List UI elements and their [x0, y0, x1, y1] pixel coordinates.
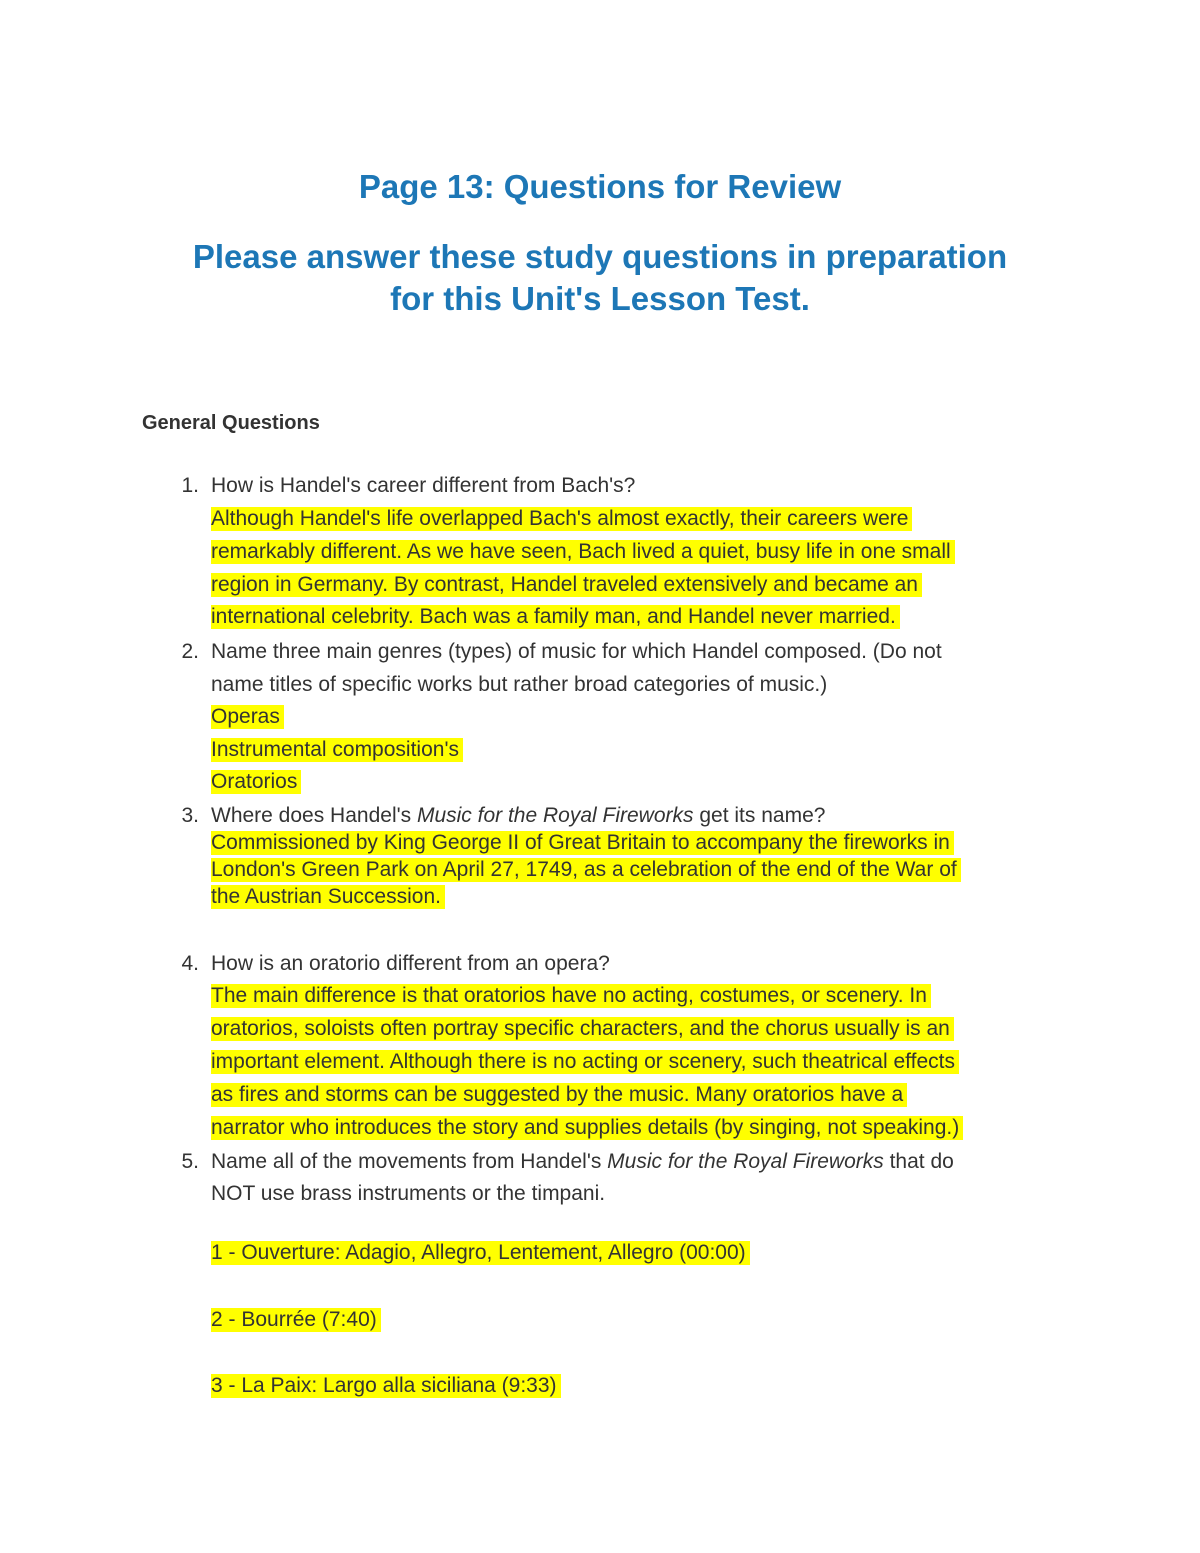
subtitle-line: for this Unit's Lesson Test. [390, 280, 810, 317]
answer-line: Instrumental composition's [211, 738, 463, 762]
section-heading: General Questions [142, 412, 320, 434]
question-text-part: Where does Handel's [211, 804, 417, 827]
question-text [211, 804, 825, 828]
page-subtitle [0, 236, 1200, 320]
question-text [211, 1150, 954, 1174]
question-number: 2. [181, 640, 199, 663]
answer-line: as fires and storms can be suggested by the music. Many oratorios have a [211, 1083, 907, 1107]
question-text-part: that do [883, 1150, 954, 1173]
answer-line: 1 - Ouverture: Adagio, Allegro, Lentement, Allegro (00:00) [211, 1241, 750, 1265]
question-number: 3. [181, 804, 199, 827]
answer-line: Although Handel's life overlapped Bach's almost exactly, their careers were [211, 507, 912, 531]
question-text: Name three main genres (types) of music for which Handel composed. (Do not [211, 640, 942, 663]
answer-line: Oratorios [211, 770, 301, 794]
question-text: How is an oratorio different from an opera? [211, 952, 610, 975]
question-number: 1. [181, 474, 199, 497]
question-text: How is Handel's career different from Bach's? [211, 474, 636, 497]
answer-line: The main difference is that oratorios have no acting, costumes, or scenery. In [211, 984, 931, 1008]
question-text: name titles of specific works but rather broad categories of music.) [211, 673, 828, 696]
answer-line: remarkably different. As we have seen, Bach lived a quiet, busy life in one small [211, 540, 955, 564]
answer-line: Operas [211, 705, 284, 729]
answer-line: oratorios, soloists often portray specific characters, and the chorus usually is an [211, 1017, 954, 1041]
answer-line: 3 - La Paix: Largo alla siciliana (9:33) [211, 1374, 561, 1398]
page-title: Page 13: Questions for Review [358, 168, 842, 205]
question-text-part: Name all of the movements from Handel's [211, 1150, 608, 1173]
answer-line: international celebrity. Bach was a family man, and Handel never married. [211, 605, 900, 629]
answer-line: Commissioned by King George II of Great Britain to accompany the fireworks in [211, 831, 954, 855]
answer-line: London's Green Park on April 27, 1749, as a celebration of the end of the War of [211, 858, 961, 882]
answer-line: the Austrian Succession. [211, 885, 445, 909]
work-title: Music for the Royal Fireworks [416, 804, 694, 827]
answer-line: narrator who introduces the story and supplies details (by singing, not speaking.) [211, 1116, 963, 1140]
question-number: 4. [181, 952, 199, 975]
question-number: 5. [181, 1150, 199, 1173]
answer-line: 2 - Bourrée (7:40) [211, 1308, 381, 1332]
subtitle-line: Please answer these study questions in preparation [192, 238, 1008, 275]
answer-line: region in Germany. By contrast, Handel traveled extensively and became an [211, 573, 922, 597]
question-text-part: get its name? [693, 804, 826, 827]
work-title: Music for the Royal Fireworks [607, 1150, 884, 1173]
question-text: NOT use brass instruments or the timpani. [211, 1182, 606, 1205]
answer-line: important element. Although there is no acting or scenery, such theatrical effects [211, 1050, 959, 1074]
